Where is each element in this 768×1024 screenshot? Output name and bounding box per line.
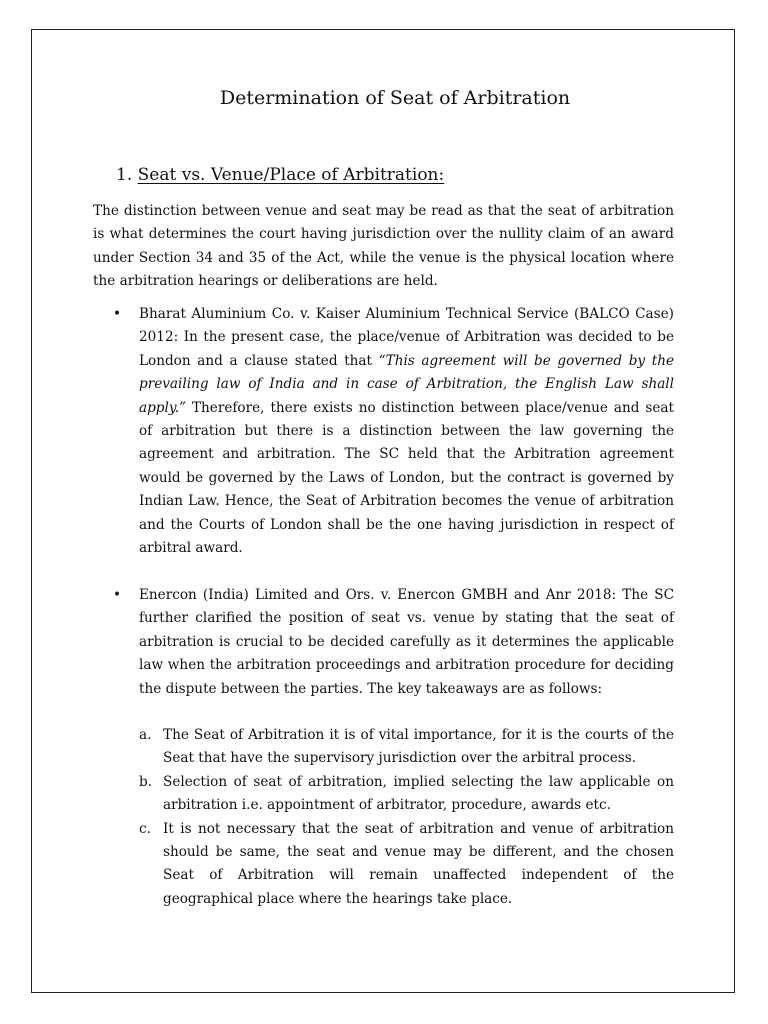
balco-text-after-quote: Therefore, there exists no distinction between place/venue and seat of arbitration but there is a distinction between the law governing the agreement and arbitration. The SC held that the Arbitration agreement would be governed by the Laws of London, but the contract is governed by Indian Law. Hence, the Seat of Arbitration becomes the venue of arbitration and the Courts of London shall be the one having jurisdiction in respect of arbitral award. [139,399,674,557]
takeaway-item [139,724,674,771]
case-text-balco [139,303,674,560]
intro-paragraph: The distinction between venue and seat may be read as that the seat of arbitration is what determines the court having jurisdiction over the nullity claim of an award under Section 34 and 35 of the Act, while the venue is the physical location where the arbitration hearings or deliberations are held. [93,203,674,290]
takeaway-text: Selection of seat of arbitration, implied selecting the law applicable on arbitration i.e. appointment of arbitrator, procedure, awards etc. [163,773,674,814]
balco-quote: “This agreement will be governed by the prevailing law of India and in case of Arbitration, the English Law shall apply.” [139,352,675,416]
takeaways-list [139,724,674,911]
takeaway-item [139,771,674,818]
takeaway-marker: b. [139,773,153,790]
takeaway-text: It is not necessary that the seat of arbitration and venue of arbitration should be same, the seat and venue may be different, and the chosen Seat of Arbitration will remain unaffected independent of the geographical place where the hearings take place. [163,820,674,907]
takeaway-marker: c. [139,820,151,837]
takeaway-item [139,818,674,912]
takeaway-text: The Seat of Arbitration it is of vital importance, for it is the courts of the Seat that have the supervisory jurisdiction over the arbitral process. [163,727,674,767]
section-number: 1. [116,165,133,185]
section-heading-text: Seat vs. Venue/Place of Arbitration: [137,165,445,185]
bullet-icon: • [113,306,122,322]
bullet-icon: • [113,587,122,603]
case-text-enercon: Enercon (India) Limited and Ors. v. Enercon GMBH and Anr 2018: The SC further clarified the position of seat vs. venue by stating that the seat of arbitration is crucial to be decided carefully as it determines the applicable law when the arbitration proceedings and arbitration procedure for deciding the dispute between the parties. The key takeaways are as follows: [139,587,674,697]
document-title: Determination of Seat of Arbitration [219,87,571,109]
takeaway-marker: a. [139,727,152,743]
balco-text-before-quote: Bharat Aluminium Co. v. Kaiser Aluminium Technical Service (BALCO Case) 2012: In the present case, the place/venue of Arbitration was decided to be London and a clause stated that [139,306,674,369]
section-heading [116,163,444,187]
